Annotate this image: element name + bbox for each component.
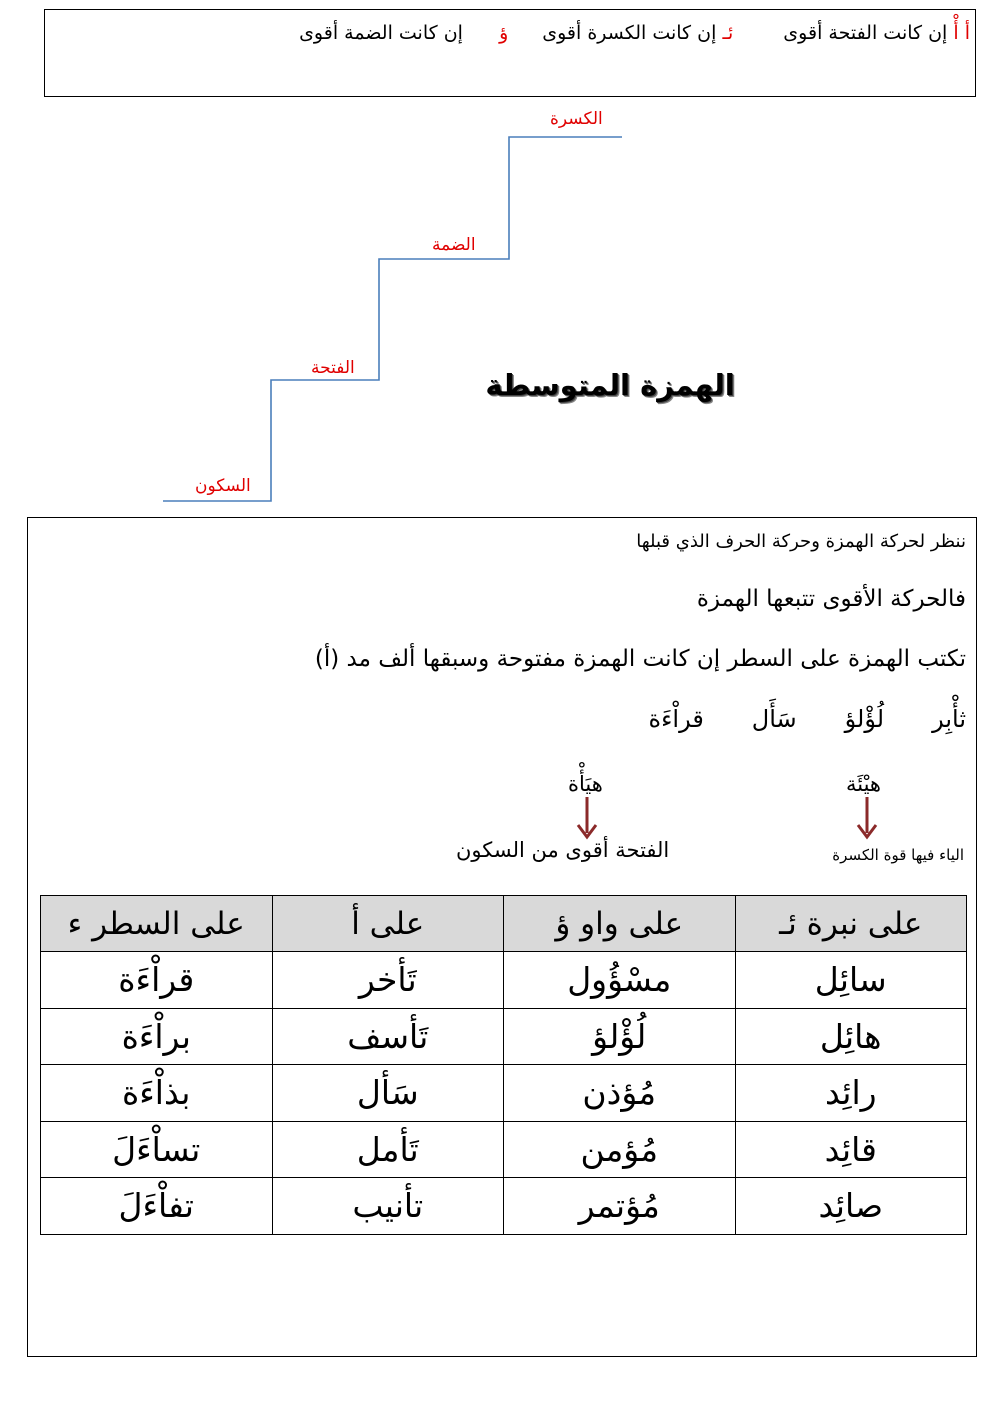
col-header-nabra: على نبرة ئـ — [735, 896, 967, 952]
table-cell: سائِل — [735, 952, 967, 1009]
word-hayea-kasra: هيْئَة — [846, 772, 882, 796]
table-row — [41, 1008, 967, 1065]
step-fatha-label: الفتحة — [311, 358, 355, 378]
table-cell: تَأسف — [272, 1008, 504, 1065]
strength-staircase — [0, 0, 992, 520]
alef-marks: أ أْ — [953, 22, 970, 44]
staircase-line — [163, 137, 622, 501]
rule-fatha-text: إن كانت الفتحة أقوى — [783, 22, 948, 44]
table-row — [41, 1065, 967, 1122]
table-cell: لُؤْلؤ — [504, 1008, 736, 1065]
table-cell: تفاْءَلَ — [41, 1178, 273, 1235]
down-arrow-icon — [855, 795, 879, 843]
table-cell: قائِد — [735, 1121, 967, 1178]
examples-row — [649, 705, 966, 733]
table-cell: صائِد — [735, 1178, 967, 1235]
waw-mark: ؤ — [499, 22, 509, 44]
step-sukun-label: السكون — [195, 476, 251, 496]
col-header-line: على السطر ء — [41, 896, 273, 952]
table-cell: رائِد — [735, 1065, 967, 1122]
rule-kasra-text: إن كانت الكسرة أقوى — [542, 22, 717, 44]
word-hayea-fatha: هيَأْة — [568, 772, 603, 796]
table-cell: هائِل — [735, 1008, 967, 1065]
table-cell: تَأخر — [272, 952, 504, 1009]
example-word: قراْءَة — [648, 705, 704, 733]
col-header-alef: على أ — [272, 896, 504, 952]
table-cell: قراْءَة — [41, 952, 273, 1009]
table-cell: سَأل — [272, 1065, 504, 1122]
example-word: ثأْبِر — [932, 705, 966, 733]
step-kasra-label: الكسرة — [550, 109, 603, 129]
example-word: لُؤْلؤ — [844, 705, 885, 733]
lesson-line-2: فالحركة الأقوى تتبعها الهمزة — [696, 586, 966, 612]
table-row — [41, 1121, 967, 1178]
lesson-line-1: ننظر لحركة الهمزة وحركة الحرف الذي قبلها — [636, 531, 966, 552]
table-row — [41, 1178, 967, 1235]
table-cell: تساْءَلَ — [41, 1121, 273, 1178]
page-title: الهمزة المتوسطة — [485, 368, 735, 402]
table-cell: مُؤمن — [504, 1121, 736, 1178]
note-yaa-kasra: الياء فيها قوة الكسرة — [832, 846, 964, 864]
note-fatha-stronger: الفتحة أقوى من السكون — [456, 838, 670, 862]
example-word: سَأَل — [751, 705, 797, 733]
table-cell: تَأمل — [272, 1121, 504, 1178]
table-cell: مُؤتمر — [504, 1178, 736, 1235]
table-cell: مُؤذن — [504, 1065, 736, 1122]
table-cell: براْءَة — [41, 1008, 273, 1065]
down-arrow-icon — [575, 795, 599, 843]
table-cell: بذاْءَة — [41, 1065, 273, 1122]
table-cell: تأنيب — [272, 1178, 504, 1235]
col-header-waw: على واو ؤ — [504, 896, 736, 952]
hamza-examples-table — [40, 895, 967, 1235]
step-damma-label: الضمة — [432, 235, 476, 255]
lesson-line-3: تكتب الهمزة على السطر إن كانت الهمزة مفتوحة وسبقها ألف مد (أ) — [314, 646, 966, 672]
table-row — [41, 952, 967, 1009]
rule-damma-text: إن كانت الضمة أقوى — [299, 22, 463, 44]
table-header-row — [41, 896, 967, 952]
table-cell: مسْؤُول — [504, 952, 736, 1009]
yaa-mark: ئـ — [722, 22, 734, 44]
